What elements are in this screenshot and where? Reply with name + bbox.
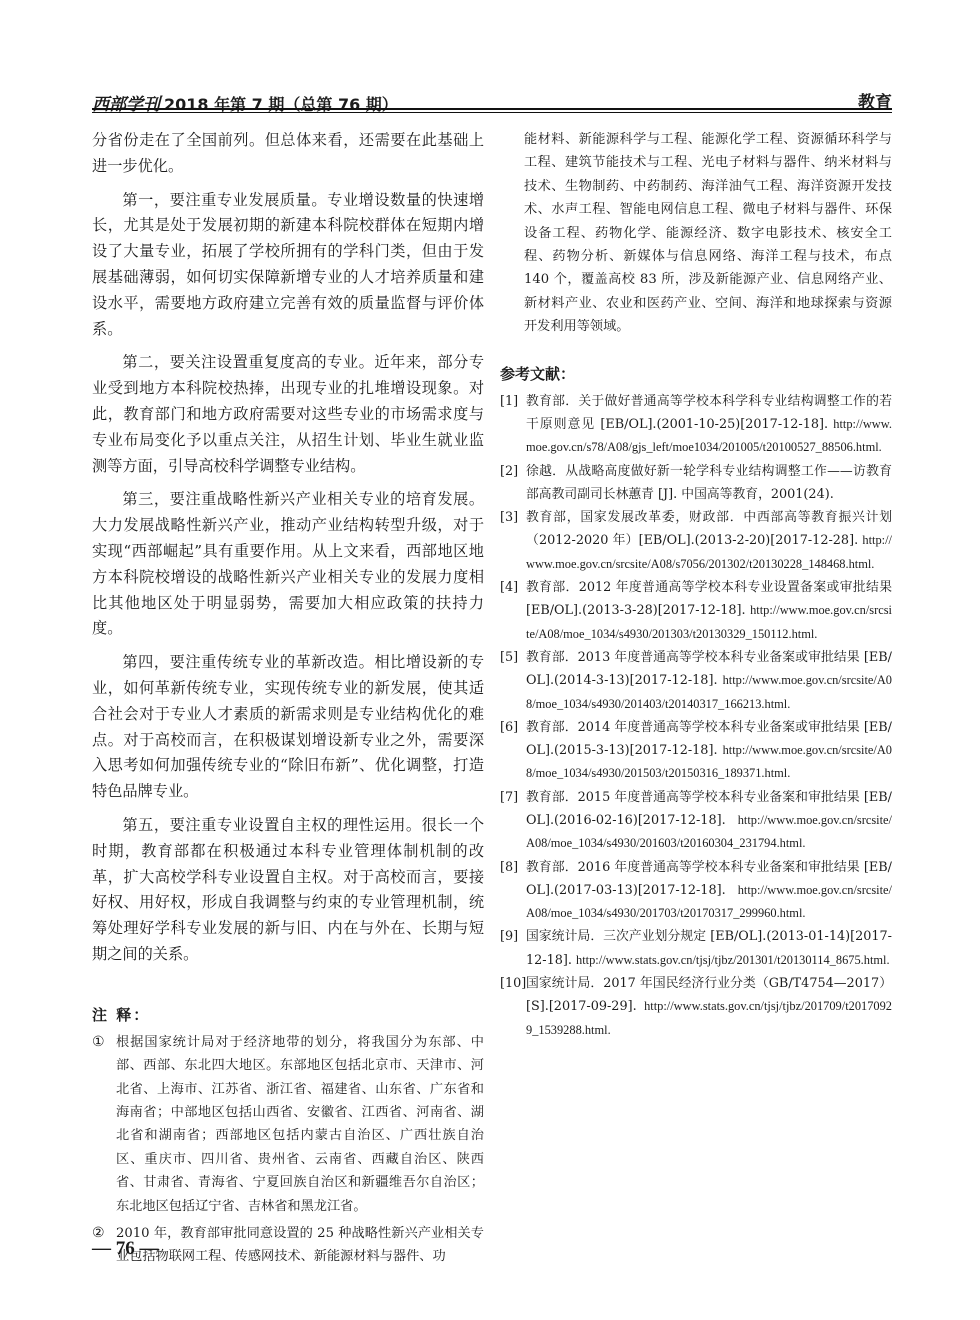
note-text: 根据国家统计局对于经济地带的划分，将我国分为东部、中部、西部、东北四大地区。东部地区包括北京市、天津市、河北省、上海市、江苏省、浙江省、福建省、山东省、广东省和海南省；中部地区包括山西省、安徽省、江西省、河南省、湖北省和湖南省；西部地区包括内蒙古自治区、广西壮族自治区、重庆市、四川省、贵州省、云南省、西藏自治区、陕西省、甘肃省、青海省、宁夏回族自治区和新疆维吾尔自治区；东北地区包括辽宁省、吉林省和黑龙江省。 bbox=[116, 1034, 484, 1214]
section-label: 教育 bbox=[858, 93, 892, 113]
note-continuation: 能材料、新能源科学与工程、能源化学工程、资源循环科学与工程、建筑节能技术与工程、光电子材料与器件、纳米材料与技术、生物制药、中药制药、海洋油气工程、海洋资源开发技术、水声工程、智能电网信息工程、微电子材料与器件、环保设备工程、药物化学、能源经济、数字电影技术、核安全工程、药物分析、新媒体与信息网络、海洋工程与技术，布点 140 个，覆盖高校 83 所，涉及新能源产业、信息网络产业、新材料产业、农业和医药产业、空间、海洋和地球探索与资源开发利用等领域。 bbox=[524, 132, 892, 335]
reference-number: [6] bbox=[500, 719, 519, 735]
right-column bbox=[500, 128, 892, 1042]
reference-item bbox=[500, 856, 892, 926]
reference-number: [8] bbox=[500, 859, 519, 875]
reference-url[interactable]: http://www.moe.gov.cn/srcsite/A08/moe_1034/s4930/201703/t20170317_299960.html. bbox=[526, 882, 892, 921]
reference-url[interactable]: http://www.moe.gov.cn/srcsite/A08/s7056/201302/t20130228_148468.html. bbox=[526, 533, 892, 571]
reference-url[interactable]: http://www.moe.gov.cn/srcsite/A08/moe_1034/s4930/201503/t20150316_189371.html. bbox=[526, 743, 892, 781]
reference-item bbox=[500, 460, 892, 507]
body-paragraph: 第三，要注重战略性新兴产业相关专业的培育发展。大力发展战略性新兴产业，推动产业结构转型升级，对于实现“西部崛起”具有重要作用。从上文来看，西部地区地方本科院校增设的战略性新兴产业相关专业的发展力度相比其他地区处于明显弱势，需要加大相应政策的扶持力度。 bbox=[92, 490, 484, 638]
reference-text: 教育部．2015 年度普通高等学校本科专业备案和审批结果 [EB/OL].(2016-02-16)[2017-12-18]. bbox=[526, 789, 892, 828]
reference-item bbox=[500, 576, 892, 646]
notes-title: 注 释： bbox=[92, 1005, 151, 1024]
header-rule bbox=[92, 108, 892, 110]
notes-list bbox=[92, 1031, 484, 1269]
body-paragraph: 分省份走在了全国前列。但总体来看，还需要在此基础上进一步优化。 bbox=[92, 131, 484, 175]
note-number: ① bbox=[92, 1033, 105, 1050]
reference-item bbox=[500, 646, 892, 716]
reference-url[interactable]: http://www.moe.gov.cn/srcsite/A08/moe_1034/s4930/201403/t20140317_166213.html. bbox=[526, 673, 892, 711]
reference-item bbox=[500, 972, 892, 1042]
reference-url[interactable]: http://www.moe.gov.cn/srcsite/A08/moe_1034/s4930/201303/t20130329_150112.html. bbox=[526, 603, 892, 641]
reference-text: 教育部，国家发展改革委，财政部．中西部高等教育振兴计划（2012-2020 年）[EB/OL].(2013-2-20)[2017-12-28]. bbox=[526, 510, 892, 549]
reference-item bbox=[500, 925, 892, 972]
note-number: ② bbox=[92, 1224, 105, 1241]
reference-item bbox=[500, 716, 892, 786]
reference-url[interactable]: http://www.moe.gov.cn/s78/A08/gjs_left/moe1034/201005/t20100527_88506.html. bbox=[526, 416, 892, 455]
body-paragraph: 第五，要注重专业设置自主权的理性运用。很长一个时期，教育部都在积极通过本科专业管理体制机制的改革，扩大高校学科专业设置自主权。对于高校而言，要接好权、用好权，形成自我调整与约束的专业管理机制，统筹处理好学科专业发展的新与旧、内在与外在、长期与短期之间的关系。 bbox=[92, 815, 484, 963]
body-paragraph: 第一，要注重专业发展质量。专业增设数量的快速增长，尤其是处于发展初期的新建本科院校群体在短期内增设了大量专业，拓展了学校所拥有的学科门类，但由于发展基础薄弱，如何切实保障新增专业的人才培养质量和建设水平，需要地方政府建立完善有效的质量监督与评价体系。 bbox=[92, 190, 484, 338]
body-paragraph: 第二，要关注设置重复度高的专业。近年来，部分专业受到地方本科院校热捧，出现专业的扎堆增设现象。对此，教育部门和地方政府需要对这些专业的市场需求度与专业布局变化予以重点关注，从招生计划、毕业生就业监测等方面，引导高校科学调整专业结构。 bbox=[92, 353, 484, 475]
reference-number: [3] bbox=[500, 510, 519, 526]
page-header bbox=[92, 74, 892, 115]
references-list bbox=[500, 390, 892, 1042]
reference-text: 教育部．2013 年度普通高等学校本科专业备案或审批结果 [EB/OL].(2014-3-13)[2017-12-18]. bbox=[526, 649, 892, 689]
journal-logo: 西部学刊 bbox=[92, 95, 160, 115]
reference-text: 国家统计局．三次产业划分规定 [EB/OL].(2013-01-14)[2017-12-18]. bbox=[526, 929, 892, 968]
references-title: 参考文献： bbox=[500, 364, 576, 383]
reference-number: [10] bbox=[500, 976, 527, 992]
left-column bbox=[92, 128, 484, 1269]
note-text: 2010 年，教育部审批同意设置的 25 种战略性新兴产业相关专业包括物联网工程、传感网技术、新能源材料与器件、功 bbox=[116, 1225, 484, 1265]
reference-number: [1] bbox=[500, 393, 519, 409]
reference-url[interactable]: http://www.stats.gov.cn/tjsj/tjbz/201301/t20130114_8675.html. bbox=[576, 952, 890, 967]
reference-text: 教育部．2014 年度普通高等学校本科专业备案或审批结果 [EB/OL].(2015-3-13)[2017-12-18]. bbox=[526, 719, 892, 759]
reference-text: 教育部．2012 年度普通高等学校本科专业设置备案或审批结果 [EB/OL].(2013-3-28)[2017-12-18]. bbox=[526, 580, 892, 619]
reference-number: [4] bbox=[500, 580, 519, 596]
reference-text: 国家统计局．2017 年国民经济行业分类（GB/T4754—2017）[S].[2017-09-29]. bbox=[526, 976, 892, 1015]
reference-number: [5] bbox=[500, 649, 519, 665]
reference-number: [9] bbox=[500, 929, 519, 945]
note-item bbox=[92, 1031, 484, 1218]
header-rule-thin bbox=[92, 112, 892, 113]
reference-text: 教育部．关于做好普通高等学校本科学科专业结构调整工作的若干原则意见 [EB/OL].(2001-10-25)[2017-12-18]. bbox=[526, 393, 892, 432]
reference-item bbox=[500, 786, 892, 856]
reference-url[interactable]: http://www.moe.gov.cn/srcsite/A08/moe_1034/s4930/201603/t20160304_231794.html. bbox=[526, 813, 892, 851]
reference-number: [2] bbox=[500, 463, 519, 479]
reference-url[interactable]: http://www.stats.gov.cn/tjsj/tjbz/201709/t20170929_1539288.html. bbox=[526, 999, 892, 1037]
reference-number: [7] bbox=[500, 789, 519, 805]
body-paragraph: 第四，要注重传统专业的革新改造。相比增设新的专业，如何革新传统专业，实现传统专业的新发展，使其适合社会对于专业人才素质的新需求则是专业结构优化的难点。对于高校而言，在积极谋划增设新专业之外，需要深入思考如何加强传统专业的“除旧布新”、优化调整，打造特色品牌专业。 bbox=[92, 653, 484, 801]
reference-item bbox=[500, 506, 892, 576]
reference-text: 徐越．从战略高度做好新一轮学科专业结构调整工作——访教育部高教司副司长林蕙青 [J]. 中国高等教育，2001(24). bbox=[526, 463, 892, 502]
reference-text: 教育部．2016 年度普通高等学校本科专业备案和审批结果 [EB/OL].(2017-03-13)[2017-12-18]. bbox=[526, 859, 892, 898]
page-number: — 76 — bbox=[92, 1238, 159, 1259]
reference-item bbox=[500, 390, 892, 460]
issue-label: 2018 年第 7 期（总第 76 期） bbox=[164, 95, 398, 114]
